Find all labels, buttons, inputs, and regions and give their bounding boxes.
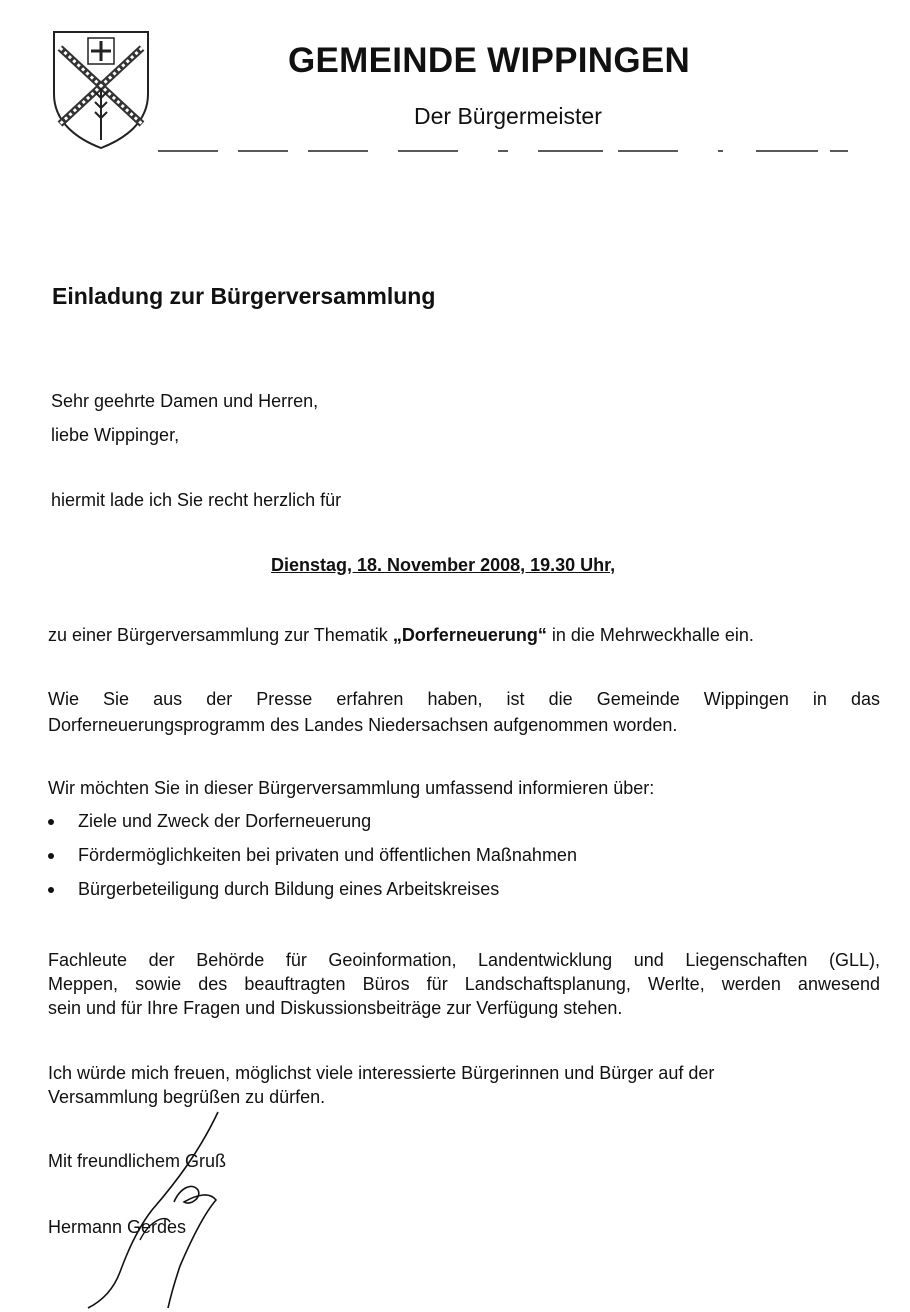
experts-paragraph-line: Fachleute der Behörde für Geoinformation, Landentwicklung und Liegenschaften (GLL), <box>48 950 880 970</box>
salutation-line: Sehr geehrte Damen und Herren, <box>51 391 319 411</box>
coat-of-arms-icon <box>50 28 152 150</box>
greeting: Mit freundlichem Gruß <box>48 1151 227 1171</box>
bullet-icon <box>48 853 54 859</box>
letterhead-divider <box>158 148 858 156</box>
inform-intro: Wir möchten Sie in dieser Bürgerversammlung umfassend informieren über: <box>48 778 655 798</box>
letter-heading: Einladung zur Bürgerversammlung <box>52 283 436 309</box>
topic-name: „Dorferneuerung“ <box>392 625 547 645</box>
experts-paragraph-line: Meppen, sowie des beauftragten Büros für Landschaftsplanung, Werlte, werden anwesend <box>48 974 880 994</box>
municipality-title: GEMEINDE WIPPINGEN <box>288 41 691 80</box>
closing-line: Ich würde mich freuen, möglichst viele interessierte Bürgerinnen und Bürger auf der <box>48 1063 715 1083</box>
experts-paragraph-line: sein und für Ihre Fragen und Diskussionsbeiträge zur Verfügung stehen. <box>48 998 623 1018</box>
bullet-icon <box>48 887 54 893</box>
press-paragraph-line: Wie Sie aus der Presse erfahren haben, ist die Gemeinde Wippingen in das <box>48 689 880 709</box>
bullet-icon <box>48 819 54 825</box>
list-item-text: Ziele und Zweck der Dorferneuerung <box>78 811 372 831</box>
list-item <box>48 809 577 843</box>
office-subtitle: Der Bürgermeister <box>414 103 602 129</box>
event-datetime: Dienstag, 18. November 2008, 19.30 Uhr, <box>271 555 616 575</box>
handwritten-signature <box>80 1110 250 1310</box>
list-item-text: Fördermöglichkeiten bei privaten und öffentlichen Maßnahmen <box>78 845 577 865</box>
press-paragraph-line: Dorferneuerungsprogramm des Landes Niedersachsen aufgenommen worden. <box>48 715 678 735</box>
signatory-name: Hermann Gerdes <box>48 1217 187 1237</box>
list-item <box>48 843 577 877</box>
closing-line: Versammlung begrüßen zu dürfen. <box>48 1087 326 1107</box>
topic-prefix: zu einer Bürgerversammlung zur Thematik <box>48 625 393 645</box>
salutation-line: liebe Wippinger, <box>51 425 180 445</box>
topic-sentence <box>48 623 754 647</box>
topic-suffix: in die Mehrweckhalle ein. <box>546 625 754 645</box>
topics-list <box>48 809 577 911</box>
list-item <box>48 877 577 911</box>
intro-text: hiermit lade ich Sie recht herzlich für <box>51 490 342 510</box>
list-item-text: Bürgerbeteiligung durch Bildung eines Arbeitskreises <box>78 879 500 899</box>
